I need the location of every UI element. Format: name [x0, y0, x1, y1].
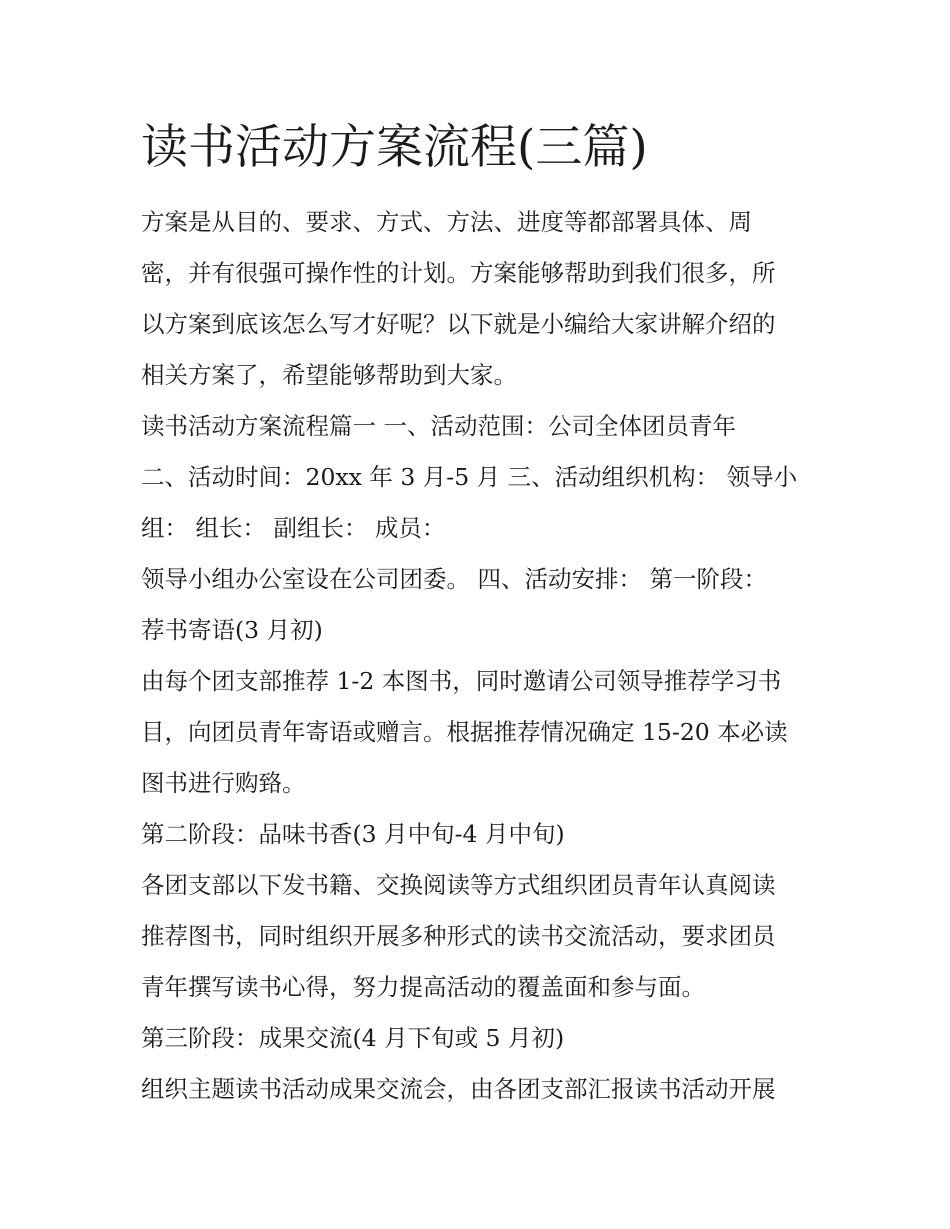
- body-line-3: 以方案到底该怎么写才好呢？以下就是小编给大家讲解介绍的: [141, 310, 776, 338]
- body-line-18: 组织主题读书活动成果交流会，由各团支部汇报读书活动开展: [141, 1075, 776, 1103]
- body-line-6: 二、活动时间：20xx 年 3 月-5 月 三、活动组织机构： 领导小: [141, 463, 798, 491]
- body-line-17: 第三阶段：成果交流(4 月下旬或 5 月初): [141, 1024, 565, 1052]
- body-line-14: 各团支部以下发书籍、交换阅读等方式组织团员青年认真阅读: [141, 871, 776, 899]
- body-line-13: 第二阶段：品味书香(3 月中旬-4 月中旬): [141, 820, 565, 848]
- body-line-1: 方案是从目的、要求、方式、方法、进度等都部署具体、周: [141, 208, 752, 236]
- body-line-2: 密，并有很强可操作性的计划。方案能够帮助到我们很多，所: [141, 259, 776, 287]
- body-line-15: 推荐图书，同时组织开展多种形式的读书交流活动，要求团员: [141, 922, 776, 950]
- body-line-10: 由每个团支部推荐 1-2 本图书，同时邀请公司领导推荐学习书: [141, 667, 782, 695]
- page-title: 读书活动方案流程(三篇): [141, 120, 648, 175]
- body-line-8: 领导小组办公室设在公司团委。 四、活动安排： 第一阶段：: [141, 565, 767, 593]
- body-line-16: 青年撰写读书心得，努力提高活动的覆盖面和参与面。: [141, 973, 705, 1001]
- body-line-9: 荐书寄语(3 月初): [141, 616, 323, 644]
- body-line-4: 相关方案了，希望能够帮助到大家。: [141, 361, 517, 389]
- body-line-12: 图书进行购臵。: [141, 769, 306, 797]
- body-line-11: 目，向团员青年寄语或赠言。根据推荐情况确定 15-20 本必读: [141, 718, 788, 746]
- body-line-5: 读书活动方案流程篇一 一、活动范围：公司全体团员青年: [141, 412, 736, 440]
- body-line-7: 组： 组长： 副组长： 成员：: [141, 514, 446, 542]
